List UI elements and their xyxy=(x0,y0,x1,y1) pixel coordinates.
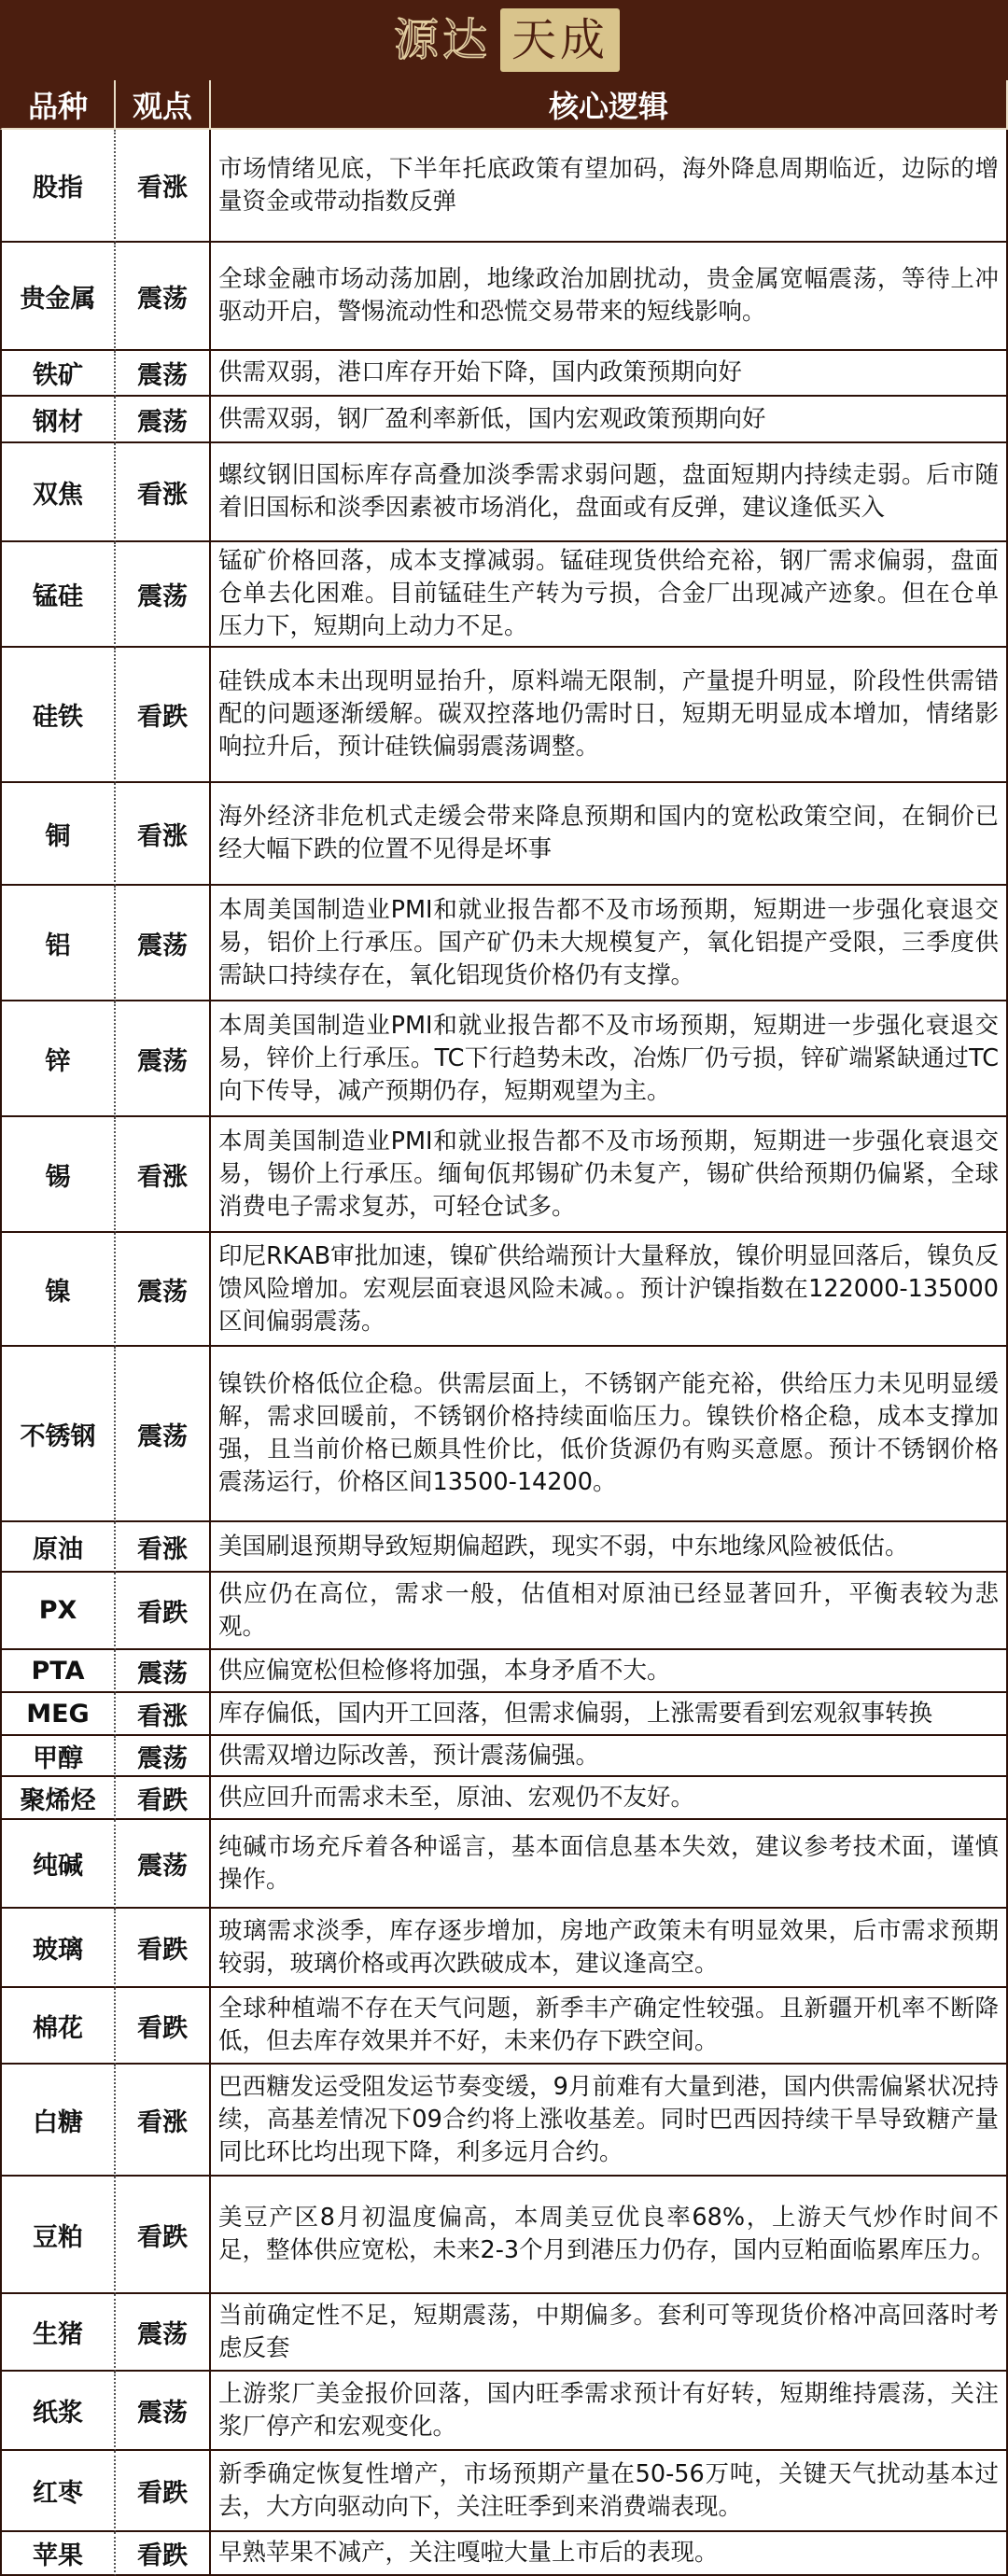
row-logic: 市场情绪见底，下半年托底政策有望加码，海外降息周期临近，边际的增量资金或带动指数反弹 xyxy=(211,130,1008,243)
row-view: 看跌 xyxy=(116,1573,211,1650)
row-variety: 苹果 xyxy=(0,2532,116,2576)
logo-left-text: 源达 xyxy=(393,14,491,66)
row-variety: 原油 xyxy=(0,1522,116,1573)
row-view: 看跌 xyxy=(116,1777,211,1820)
row-view: 震荡 xyxy=(116,397,211,443)
row-view: 震荡 xyxy=(116,1347,211,1522)
row-variety: PTA xyxy=(0,1650,116,1693)
row-logic: 供需双弱，钢厂盈利率新低，国内宏观政策预期向好 xyxy=(211,397,1008,443)
row-logic: 供应回升而需求未至，原油、宏观仍不友好。 xyxy=(211,1777,1008,1820)
row-view: 震荡 xyxy=(116,243,211,351)
row-view: 震荡 xyxy=(116,2372,211,2451)
row-logic: 供需双增边际改善，预计震荡偏强。 xyxy=(211,1736,1008,1777)
row-variety: 白糖 xyxy=(0,2065,116,2177)
row-view: 看跌 xyxy=(116,2451,211,2532)
row-view: 震荡 xyxy=(116,1001,211,1117)
row-logic: 供需双弱，港口库存开始下降，国内政策预期向好 xyxy=(211,351,1008,397)
row-view: 震荡 xyxy=(116,542,211,648)
row-logic: 上游浆厂美金报价回落，国内旺季需求预计有好转，短期维持震荡，关注浆厂停产和宏观变化。 xyxy=(211,2372,1008,2451)
row-logic: 本周美国制造业PMI和就业报告都不及市场预期，短期进一步强化衰退交易，锡价上行承压。缅甸佤邦锡矿仍未复产，锡矿供给预期仍偏紧，全球消费电子需求复苏，可轻仓试多。 xyxy=(211,1117,1008,1233)
row-variety: 镍 xyxy=(0,1233,116,1347)
row-variety: 铜 xyxy=(0,783,116,886)
row-view: 看涨 xyxy=(116,1693,211,1736)
row-variety: 聚烯烃 xyxy=(0,1777,116,1820)
row-variety: 棉花 xyxy=(0,1988,116,2065)
row-variety: 硅铁 xyxy=(0,648,116,783)
row-logic: 新季确定恢复性增产，市场预期产量在50-56万吨，关键天气扰动基本过去，大方向驱动向下，关注旺季到来消费端表现。 xyxy=(211,2451,1008,2532)
row-view: 震荡 xyxy=(116,886,211,1001)
row-variety: 双焦 xyxy=(0,443,116,542)
row-variety: 豆粕 xyxy=(0,2177,116,2294)
row-logic: 本周美国制造业PMI和就业报告都不及市场预期，短期进一步强化衰退交易，锌价上行承压。TC下行趋势未改，冶炼厂仍亏损，锌矿端紧缺通过TC向下传导，减产预期仍存，短期观望为主。 xyxy=(211,1001,1008,1117)
row-view: 看涨 xyxy=(116,443,211,542)
row-view: 看涨 xyxy=(116,2065,211,2177)
row-logic: 海外经济非危机式走缓会带来降息预期和国内的宽松政策空间，在铜价已经大幅下跌的位置不见得是坏事 xyxy=(211,783,1008,886)
header-variety: 品种 xyxy=(0,80,116,130)
row-variety: 玻璃 xyxy=(0,1909,116,1988)
banner xyxy=(0,0,1008,80)
row-variety: 纸浆 xyxy=(0,2372,116,2451)
row-logic: 螺纹钢旧国标库存高叠加淡季需求弱问题，盘面短期内持续走弱。后市随着旧国标和淡季因素被市场消化，盘面或有反弹，建议逢低买入 xyxy=(211,443,1008,542)
row-variety: 钢材 xyxy=(0,397,116,443)
row-variety: 甲醇 xyxy=(0,1736,116,1777)
row-view: 震荡 xyxy=(116,1650,211,1693)
row-logic: 硅铁成本未出现明显抬升，原料端无限制，产量提升明显，阶段性供需错配的问题逐渐缓解。碳双控落地仍需时日，短期无明显成本增加，情绪影响拉升后，预计硅铁偏弱震荡调整。 xyxy=(211,648,1008,783)
row-view: 震荡 xyxy=(116,1233,211,1347)
row-logic: 本周美国制造业PMI和就业报告都不及市场预期，短期进一步强化衰退交易，铝价上行承压。国产矿仍未大规模复产，氧化铝提产受限，三季度供需缺口持续存在，氧化铝现货价格仍有支撑。 xyxy=(211,886,1008,1001)
row-variety: 红枣 xyxy=(0,2451,116,2532)
row-logic: 全球种植端不存在天气问题，新季丰产确定性较强。且新疆开机率不断降低，但去库存效果并不好，未来仍存下跌空间。 xyxy=(211,1988,1008,2065)
row-logic: 镍铁价格低位企稳。供需层面上，不锈钢产能充裕，供给压力未见明显缓解，需求回暖前，不锈钢价格持续面临压力。镍铁价格企稳，成本支撑加强，且当前价格已颇具性价比，低价货源仍有购买意愿。预计不锈钢价格震荡运行，价格区间13500-14200。 xyxy=(211,1347,1008,1522)
row-view: 看涨 xyxy=(116,783,211,886)
row-logic: 印尼RKAB审批加速，镍矿供给端预计大量释放，镍价明显回落后，镍负反馈风险增加。宏观层面衰退风险未减。。预计沪镍指数在122000-135000区间偏弱震荡。 xyxy=(211,1233,1008,1347)
row-view: 震荡 xyxy=(116,2294,211,2372)
row-view: 看跌 xyxy=(116,1909,211,1988)
row-variety: PX xyxy=(0,1573,116,1650)
row-variety: 铁矿 xyxy=(0,351,116,397)
commodity-table xyxy=(0,80,1008,2576)
row-variety: 锌 xyxy=(0,1001,116,1117)
row-variety: 铝 xyxy=(0,886,116,1001)
row-logic: 库存偏低，国内开工回落，但需求偏弱，上涨需要看到宏观叙事转换 xyxy=(211,1693,1008,1736)
row-logic: 美豆产区8月初温度偏高，本周美豆优良率68%，上游天气炒作时间不足，整体供应宽松，未来2-3个月到港压力仍存，国内豆粕面临累库压力。 xyxy=(211,2177,1008,2294)
row-logic: 供应偏宽松但检修将加强，本身矛盾不大。 xyxy=(211,1650,1008,1693)
row-view: 看跌 xyxy=(116,648,211,783)
header-logic: 核心逻辑 xyxy=(211,80,1008,130)
row-view: 看涨 xyxy=(116,130,211,243)
row-view: 震荡 xyxy=(116,1820,211,1909)
row-view: 震荡 xyxy=(116,1736,211,1777)
row-variety: 纯碱 xyxy=(0,1820,116,1909)
row-variety: 生猪 xyxy=(0,2294,116,2372)
row-variety: MEG xyxy=(0,1693,116,1736)
row-view: 看跌 xyxy=(116,1988,211,2065)
row-view: 看跌 xyxy=(116,2532,211,2576)
row-logic: 美国刷退预期导致短期偏超跌，现实不弱，中东地缘风险被低估。 xyxy=(211,1522,1008,1573)
row-logic: 全球金融市场动荡加剧，地缘政治加剧扰动，贵金属宽幅震荡，等待上冲驱动开启，警惕流动性和恐慌交易带来的短线影响。 xyxy=(211,243,1008,351)
row-logic: 供应仍在高位，需求一般，估值相对原油已经显著回升，平衡表较为悲观。 xyxy=(211,1573,1008,1650)
row-view: 震荡 xyxy=(116,351,211,397)
header-view: 观点 xyxy=(116,80,211,130)
row-view: 看涨 xyxy=(116,1522,211,1573)
logo-right-text: 天成 xyxy=(500,8,620,72)
row-variety: 不锈钢 xyxy=(0,1347,116,1522)
row-logic: 玻璃需求淡季，库存逐步增加，房地产政策未有明显效果，后市需求预期较弱，玻璃价格或再次跌破成本，建议逢高空。 xyxy=(211,1909,1008,1988)
row-logic: 锰矿价格回落，成本支撑减弱。锰硅现货供给充裕，钢厂需求偏弱，盘面仓单去化困难。目前锰硅生产转为亏损，合金厂出现减产迹象。但在仓单压力下，短期向上动力不足。 xyxy=(211,542,1008,648)
row-logic: 纯碱市场充斥着各种谣言，基本面信息基本失效，建议参考技术面，谨慎操作。 xyxy=(211,1820,1008,1909)
row-logic: 早熟苹果不减产，关注嘎啦大量上市后的表现。 xyxy=(211,2532,1008,2576)
row-variety: 贵金属 xyxy=(0,243,116,351)
row-variety: 锡 xyxy=(0,1117,116,1233)
row-variety: 锰硅 xyxy=(0,542,116,648)
brand-logo xyxy=(388,8,620,72)
row-view: 看涨 xyxy=(116,1117,211,1233)
row-variety: 股指 xyxy=(0,130,116,243)
row-logic: 当前确定性不足，短期震荡，中期偏多。套利可等现货价格冲高回落时考虑反套 xyxy=(211,2294,1008,2372)
row-view: 看跌 xyxy=(116,2177,211,2294)
row-logic: 巴西糖发运受阻发运节奏变缓，9月前难有大量到港，国内供需偏紧状况持续，高基差情况下09合约将上涨收基差。同时巴西因持续干旱导致糖产量同比环比均出现下降，利多远月合约。 xyxy=(211,2065,1008,2177)
